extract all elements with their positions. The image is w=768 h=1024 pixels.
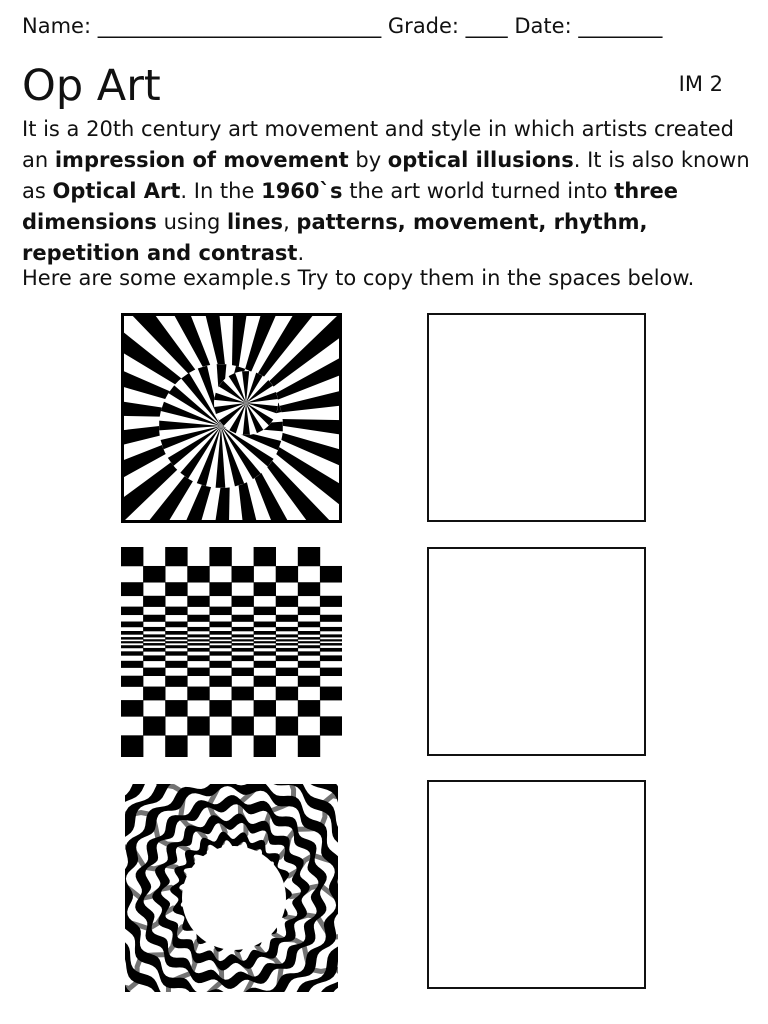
intro-text: It is a 20th century art movement and style in which artists created an bbox=[22, 117, 734, 172]
instructions-text: Here are some example.s Try to copy them in the spaces below. bbox=[22, 266, 695, 290]
checkerboard-artwork bbox=[121, 547, 342, 757]
intro-text: the art world turned into bbox=[342, 179, 615, 203]
name-field-label: Name: ___________________________ bbox=[22, 14, 382, 38]
example-2 bbox=[121, 547, 342, 757]
drawing-box-3[interactable] bbox=[427, 780, 646, 989]
date-field-label: Date: ________ bbox=[514, 14, 663, 38]
grade-field-label: Grade: ____ bbox=[387, 14, 508, 38]
page-title: Op Art bbox=[22, 61, 161, 111]
intro-text: by bbox=[348, 148, 388, 172]
intro-emphasis: 1960`s bbox=[261, 179, 343, 203]
intro-text: . In the bbox=[180, 179, 262, 203]
example-1 bbox=[121, 313, 342, 523]
intro-emphasis: impression of movement bbox=[54, 148, 349, 172]
drawing-box-2[interactable] bbox=[427, 547, 646, 756]
intro-emphasis: patterns, movement, rhythm, repetition and contrast bbox=[22, 210, 648, 265]
stripe-spiral-artwork bbox=[121, 313, 342, 523]
intro-text: . bbox=[297, 241, 305, 265]
intro-paragraph bbox=[22, 114, 752, 269]
drawing-box-1[interactable] bbox=[427, 313, 646, 522]
intro-text: using bbox=[156, 210, 227, 234]
worksheet-code: IM 2 bbox=[678, 72, 723, 96]
header-fields bbox=[22, 14, 742, 38]
intro-text: , bbox=[283, 210, 297, 234]
intro-emphasis: lines bbox=[226, 210, 284, 234]
intro-emphasis: three dimensions bbox=[22, 179, 679, 234]
intro-text: . It is also known as bbox=[22, 148, 750, 203]
wavy-circle-artwork bbox=[121, 782, 342, 994]
example-3 bbox=[121, 782, 342, 994]
intro-emphasis: Optical Art bbox=[52, 179, 181, 203]
intro-emphasis: optical illusions bbox=[387, 148, 574, 172]
